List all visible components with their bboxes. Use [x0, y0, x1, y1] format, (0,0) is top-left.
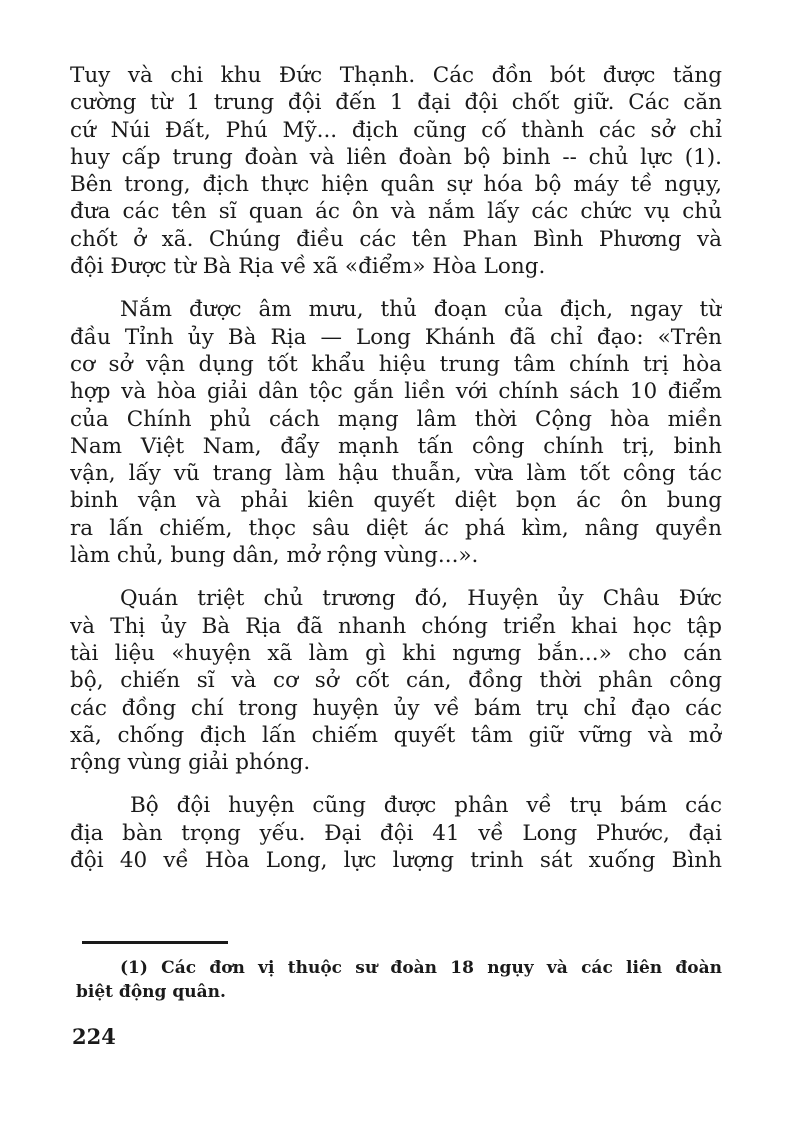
- footnote: [76, 956, 722, 1004]
- text-line: cứ Núi Đất, Phú Mỹ... địch cũng cố thành các sở chỉ: [70, 117, 722, 143]
- text-line: Quán triệt chủ trương đó, Huyện ủy Châu Đức: [120, 586, 722, 612]
- text-line: binh vận và phải kiên quyết diệt bọn ác ôn bung: [70, 488, 722, 514]
- paragraph-1: [70, 62, 722, 280]
- text-line: Bên trong, địch thực hiện quân sự hóa bộ máy tề ngụy,: [70, 172, 722, 198]
- text-line: Bộ đội huyện cũng được phân về trụ bám các: [130, 793, 722, 819]
- text-line: cường từ 1 trung đội đến 1 đại đội chốt giữ. Các căn: [70, 90, 722, 116]
- text-line: ra lấn chiếm, thọc sâu diệt ác phá kìm, nâng quyền: [70, 515, 722, 541]
- text-line: huy cấp trung đoàn và liên đoàn bộ binh -- chủ lực (1).: [70, 144, 722, 170]
- paragraph-2: [70, 296, 722, 569]
- text-line: xã, chống địch lấn chiếm quyết tâm giữ vững và mở: [70, 722, 722, 748]
- text-line: của Chính phủ cách mạng lâm thời Cộng hòa miền: [70, 406, 722, 432]
- text-line: vận, lấy vũ trang làm hậu thuẫn, vừa làm tốt công tác: [70, 461, 722, 487]
- footnote-line: biệt động quân.: [76, 982, 226, 1002]
- paragraph-3: [70, 585, 722, 776]
- page-body: [70, 62, 722, 874]
- footnote-line: (1) Các đơn vị thuộc sư đoàn 18 ngụy và các liên đoàn: [120, 958, 722, 978]
- text-line: cơ sở vận dụng tốt khẩu hiệu trung tâm chính trị hòa: [70, 351, 722, 377]
- text-line: Nắm được âm mưu, thủ đoạn của địch, ngay từ: [120, 297, 722, 323]
- text-line: Tuy và chi khu Đức Thạnh. Các đồn bót được tăng: [70, 63, 722, 88]
- text-line: các đồng chí trong huyện ủy về bám trụ chỉ đạo các: [70, 695, 722, 721]
- text-line: rộng vùng giải phóng.: [70, 750, 311, 776]
- text-line: đầu Tỉnh ủy Bà Rịa — Long Khánh đã chỉ đạo: «Trên: [70, 324, 722, 350]
- text-line: hợp và hòa giải dân tộc gắn liền với chính sách 10 điểm: [70, 379, 722, 405]
- paragraph-4: [70, 792, 722, 874]
- text-line: tài liệu «huyện xã làm gì khi ngưng bắn...» cho cán: [70, 640, 722, 666]
- text-line: làm chủ, bung dân, mở rộng vùng...».: [70, 543, 479, 569]
- text-line: đưa các tên sĩ quan ác ôn và nắm lấy các chức vụ chủ: [70, 199, 722, 225]
- text-line: chốt ở xã. Chúng điều các tên Phan Bình Phương và: [70, 226, 722, 252]
- text-line: đội Được từ Bà Rịa về xã «điểm» Hòa Long.: [70, 254, 546, 280]
- text-line: địa bàn trọng yếu. Đại đội 41 về Long Phước, đại: [70, 820, 722, 846]
- text-line: Nam Việt Nam, đẩy mạnh tấn công chính trị, binh: [70, 433, 722, 459]
- text-line: đội 40 về Hòa Long, lực lượng trinh sát xuống Bình: [70, 848, 722, 874]
- text-line: bộ, chiến sĩ và cơ sở cốt cán, đồng thời phân công: [70, 668, 722, 694]
- text-line: và Thị ủy Bà Rịa đã nhanh chóng triển khai học tập: [70, 613, 722, 639]
- footnote-divider: [82, 941, 228, 944]
- page-number: 224: [72, 1024, 116, 1049]
